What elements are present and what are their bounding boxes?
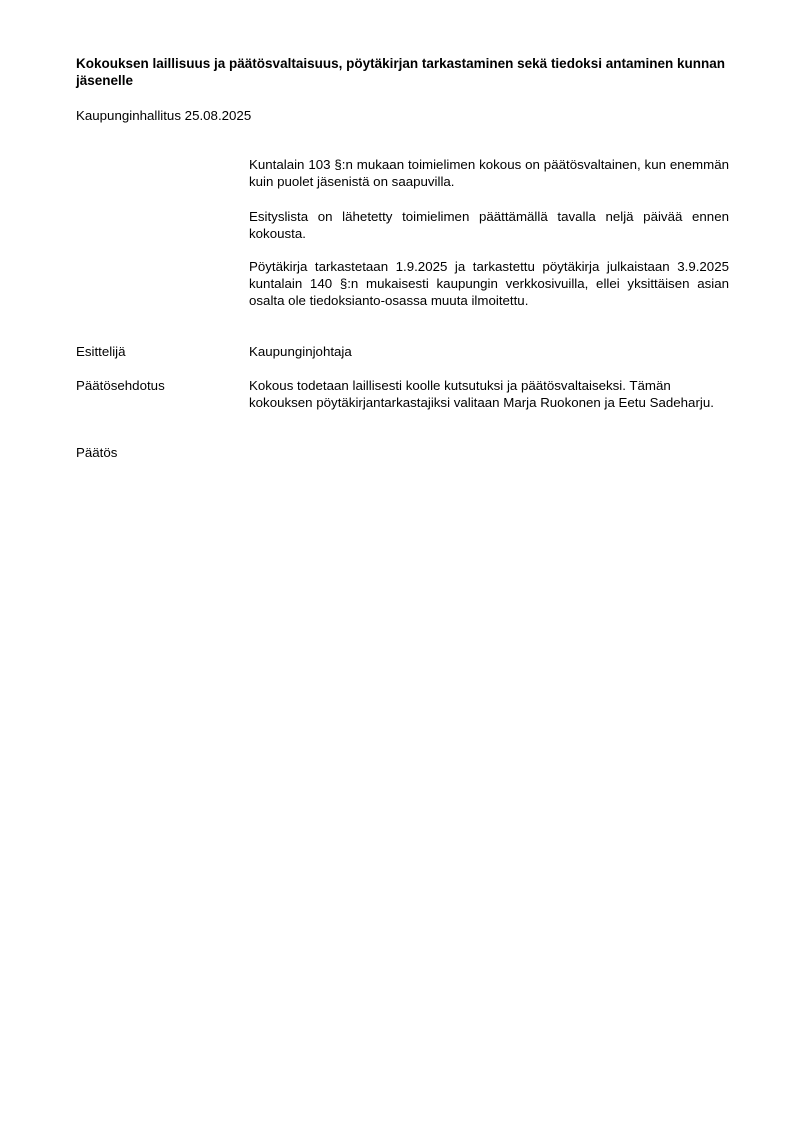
presenter-value: Kaupunginjohtaja [249,344,352,359]
meeting-info: Kaupunginhallitus 25.08.2025 [76,108,252,123]
presenter-label: Esittelijä [76,344,126,359]
minutes-paragraph: Pöytäkirja tarkastetaan 1.9.2025 ja tarkastettu pöytäkirja julkaistaan 3.9.2025 kuntalain 140 §:n mukaisesti kaupungin verkkosivuilla, ellei yksittäisen asian osalta ole tiedoksianto-osassa muuta ilmoitettu. [249,259,729,308]
quorum-paragraph: Kuntalain 103 §:n mukaan toimielimen kokous on päätösvaltainen, kun enemmän kuin puolet jäsenistä on saapuvilla. [249,157,729,189]
proposal-value: Kokous todetaan laillisesti koolle kutsutuksi ja päätösvaltaiseksi. Tämän kokouksen pöytäkirjantarkastajiksi valitaan Marja Ruokonen ja Eetu Sadeharju. [249,378,714,410]
proposal-label: Päätösehdotus [76,378,165,393]
document-title: Kokouksen laillisuus ja päätösvaltaisuus, pöytäkirjan tarkastaminen sekä tiedoksi antaminen kunnan jäsenelle [76,56,725,88]
agenda-paragraph: Esityslista on lähetetty toimielimen päättämällä tavalla neljä päivää ennen kokousta. [249,209,729,241]
decision-label: Päätös [76,445,118,460]
